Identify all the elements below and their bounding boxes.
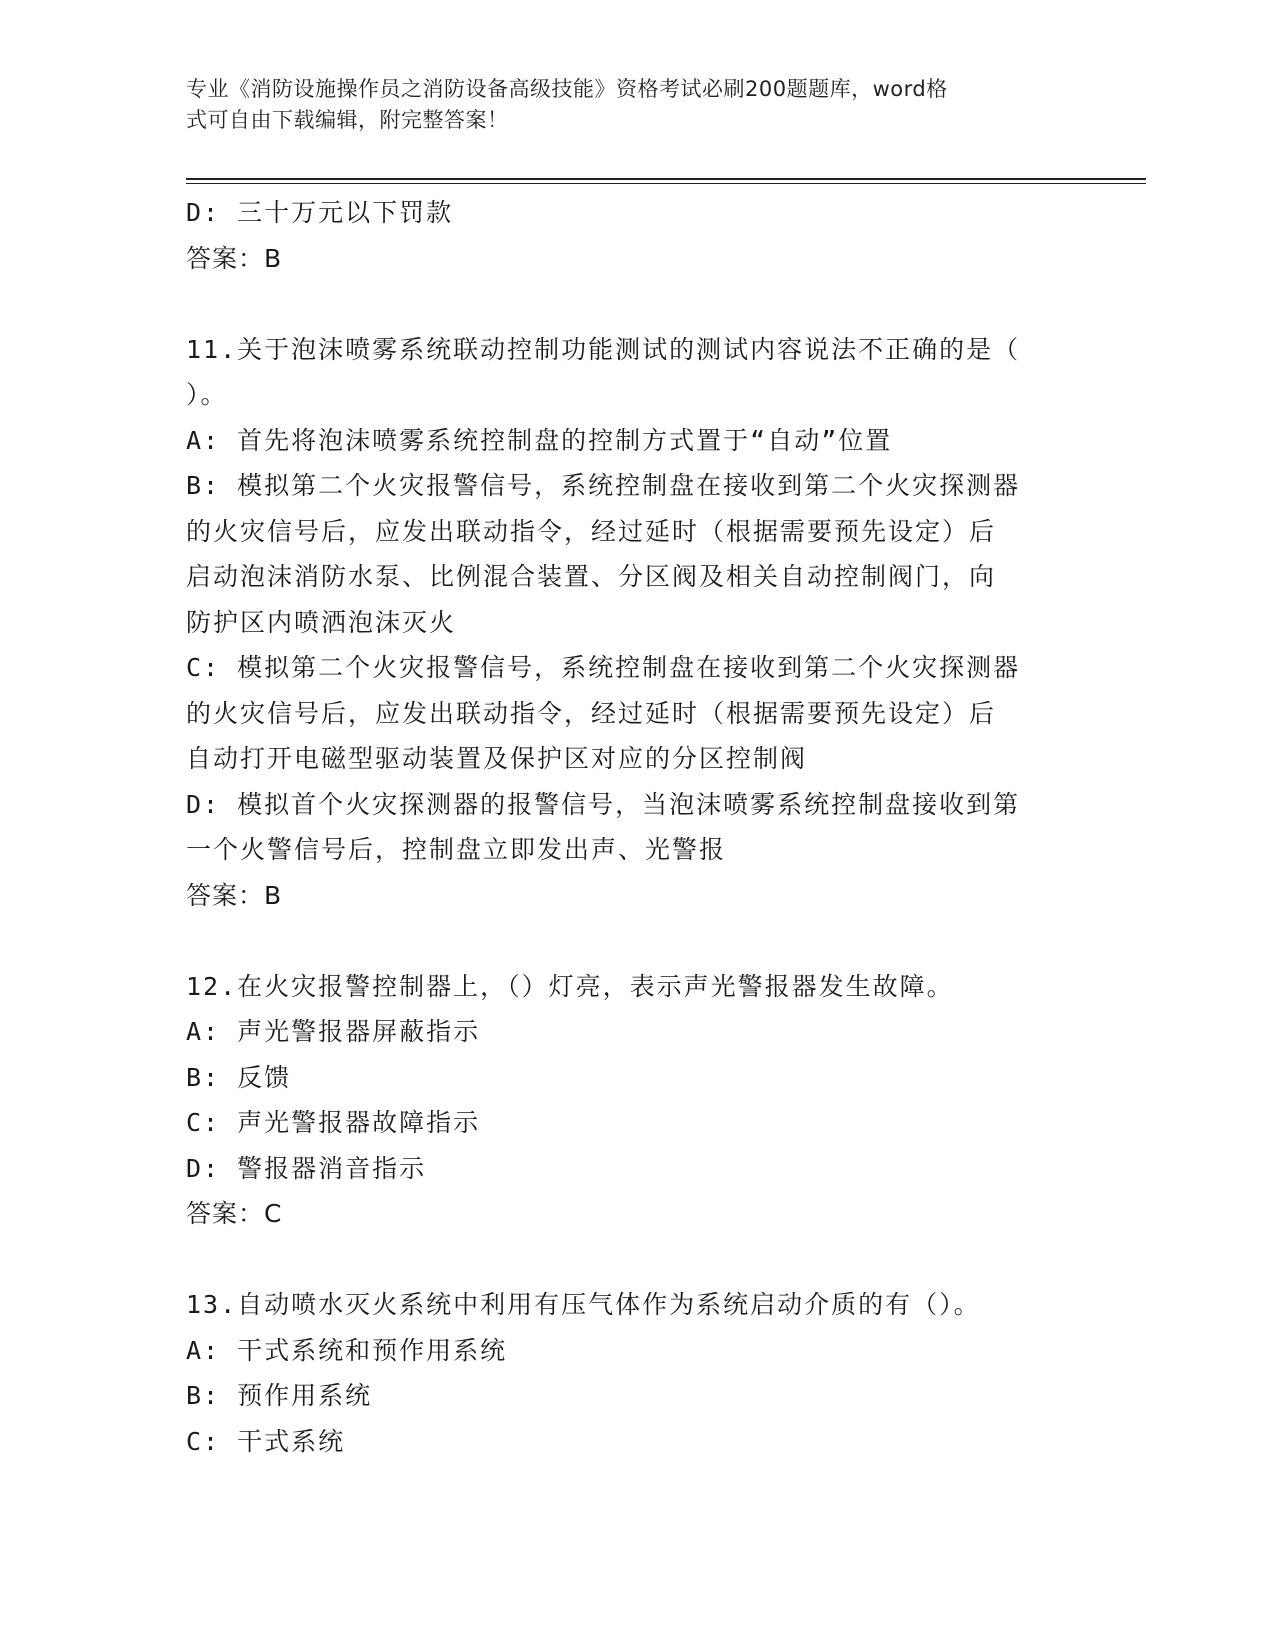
spacer (186, 281, 1086, 327)
question-stem: 13.自动喷水灭火系统中利用有压气体作为系统启动介质的有（）。 (186, 1290, 981, 1319)
spacer (186, 918, 1086, 964)
option-c: 的火灾信号后，应发出联动指令，经过延时（根据需要预先设定）后 (186, 698, 997, 728)
header-line-2: 式可自由下载编辑，附完整答案！ (186, 108, 509, 132)
question-stem: 12.在火灾报警控制器上，（）灯亮，表示声光警报器发生故障。 (186, 971, 954, 1001)
prev-question (186, 190, 1086, 281)
question-12 (186, 964, 1086, 1237)
option-d: D: 三十万元以下罚款 (186, 198, 454, 227)
option-a: A: 声光警报器屏蔽指示 (186, 1017, 481, 1046)
answer-line: 答案：B (186, 880, 283, 910)
option-b: B: 预作用系统 (186, 1381, 373, 1410)
option-a: A: 首先将泡沫喷雾系统控制盘的控制方式置于“自动”位置 (186, 425, 893, 455)
option-c: C: 干式系统 (186, 1426, 346, 1456)
option-b: 的火灾信号后，应发出联动指令，经过延时（根据需要预先设定）后 (186, 516, 997, 546)
header-divider-thin (186, 183, 1146, 184)
option-d: 一个火警信号后，控制盘立即发出声、光警报 (186, 835, 727, 864)
document-body (186, 190, 1086, 1464)
header-line-1: 专业《消防设施操作员之消防设备高级技能》资格考试必刷200题题库，word格 (186, 77, 948, 101)
answer-line: 答案：C (186, 1199, 283, 1228)
option-b: 防护区内喷洒泡沫灭火 (186, 607, 457, 637)
question-11 (186, 327, 1086, 919)
option-c: 自动打开电磁型驱动装置及保护区对应的分区控制阀 (186, 744, 808, 773)
option-b: 启动泡沫消防水泵、比例混合装置、分区阀及相关自动控制阀门，向 (186, 562, 997, 591)
option-d: D: 警报器消音指示 (186, 1153, 427, 1183)
question-13 (186, 1282, 1086, 1464)
option-c: C: 模拟第二个火灾报警信号，系统控制盘在接收到第二个火灾探测器 (186, 653, 1021, 682)
option-d: D: 模拟首个火灾探测器的报警信号，当泡沫喷雾系统控制盘接收到第 (186, 789, 1021, 819)
option-b: B: 反馈 (186, 1062, 292, 1092)
option-a: A: 干式系统和预作用系统 (186, 1335, 508, 1365)
question-stem: 11.关于泡沫喷雾系统联动控制功能测试的测试内容说法不正确的是（ (186, 334, 1021, 364)
option-b: B: 模拟第二个火灾报警信号，系统控制盘在接收到第二个火灾探测器 (186, 471, 1021, 500)
document-header (186, 74, 1066, 136)
option-c: C: 声光警报器故障指示 (186, 1108, 481, 1137)
answer-line: 答案：B (186, 243, 283, 273)
question-stem: ）。 (186, 380, 228, 409)
spacer (186, 1237, 1086, 1283)
header-divider (186, 178, 1146, 180)
